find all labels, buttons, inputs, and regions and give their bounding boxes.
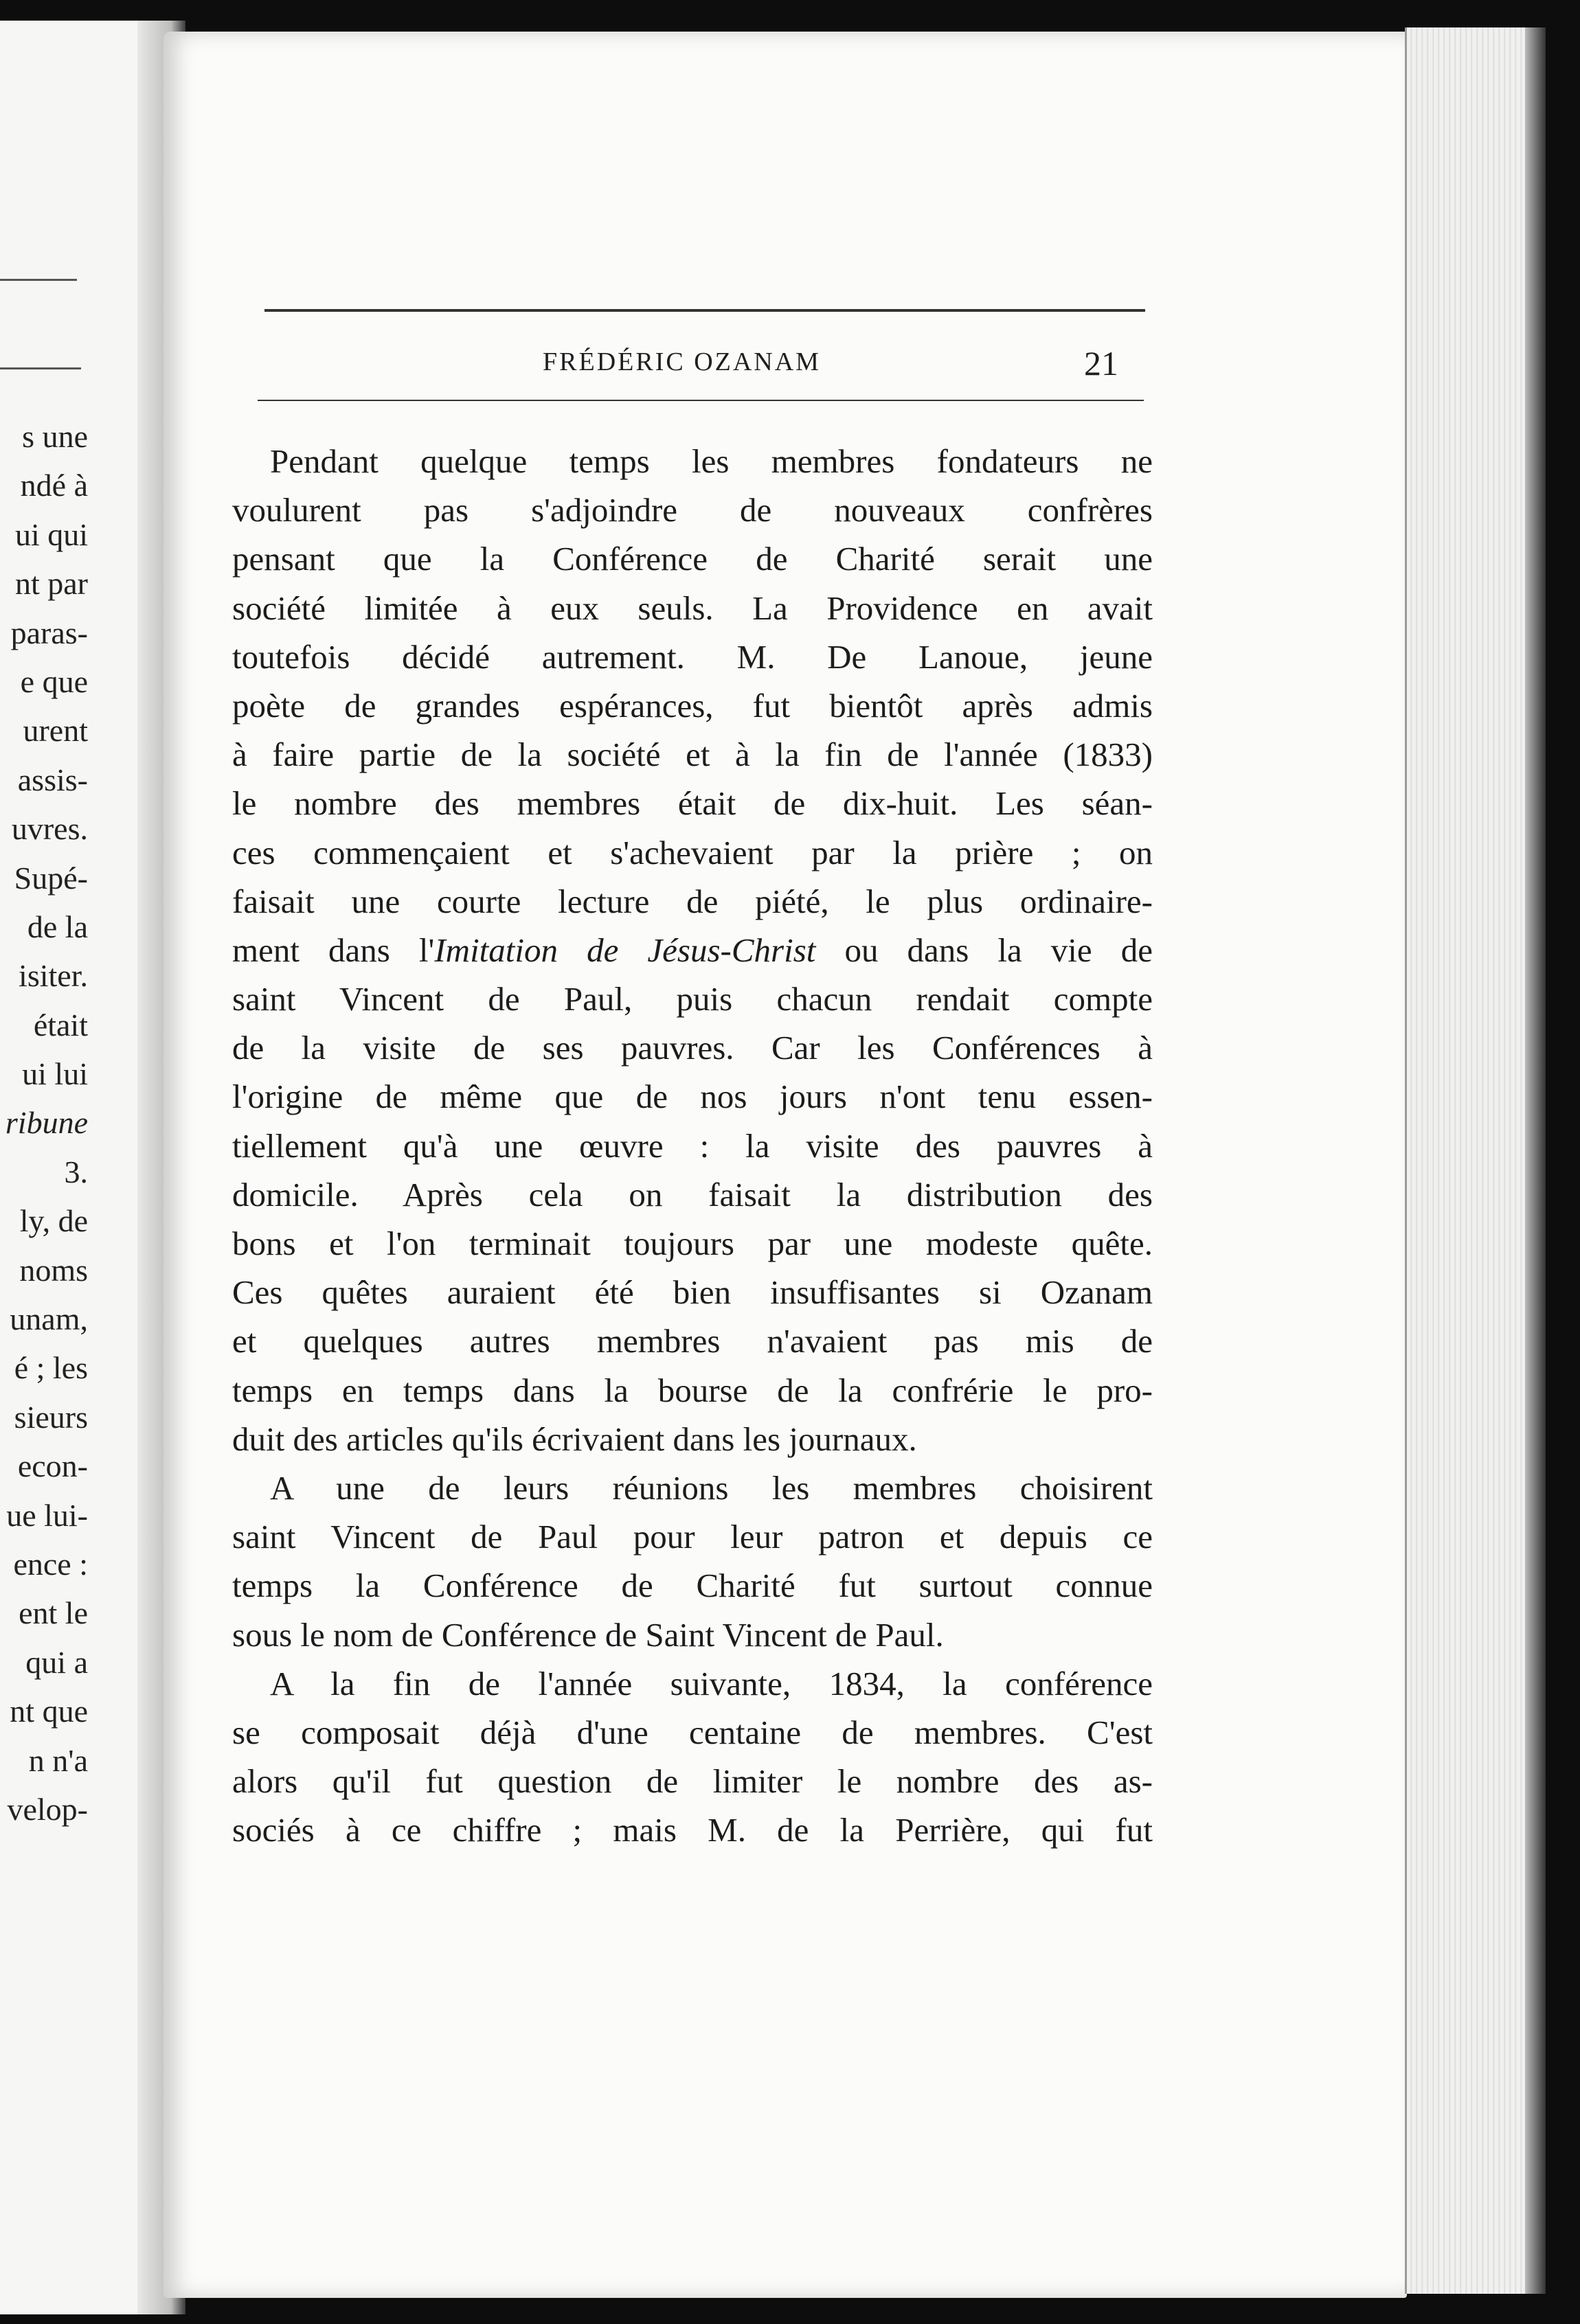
left-page-line: sieurs (14, 1399, 88, 1435)
left-page-line: ent le (19, 1595, 88, 1631)
left-page-line: velop- (7, 1791, 88, 1827)
text-line: domicile. Après cela on faisait la distribution des (232, 1175, 1153, 1214)
text-line: poète de grandes espérances, fut bientôt après admis (232, 686, 1153, 725)
page-edge-shadow (1525, 27, 1546, 2294)
left-page-line: ence : (13, 1546, 88, 1582)
text-line: se composait déjà d'une centaine de membres. C'est (232, 1713, 1153, 1751)
text-line: toutefois décidé autrement. M. De Lanoue, jeune (232, 637, 1153, 676)
text-line: à faire partie de la société et à la fin de l'année (1833) (232, 736, 1153, 774)
left-page-line: s une (22, 419, 88, 454)
left-page-line: noms (19, 1252, 88, 1288)
text-line: ces commençaient et s'achevaient par la prière ; on (232, 833, 1153, 872)
left-page-line: 3. (64, 1154, 88, 1189)
header-rule-bottom (258, 400, 1144, 401)
left-page-line: ui lui (22, 1056, 88, 1092)
text-line: temps en temps dans la bourse de la confrérie le pro- (232, 1371, 1153, 1409)
text-line: A la fin de l'année suivante, 1834, la conférence (270, 1664, 1153, 1702)
page-number: 21 (1084, 344, 1118, 383)
body-text (232, 437, 1153, 1854)
left-page-line: ui qui (14, 516, 88, 552)
text-line: voulurent pas s'adjoindre de nouveaux confrères (232, 491, 1153, 529)
left-page-line: ndé à (20, 468, 88, 503)
left-page-rule (0, 367, 81, 369)
text-segment: ment dans l' (232, 931, 435, 969)
left-page-line: uvres. (11, 811, 88, 847)
header-rule-top (264, 309, 1145, 312)
left-page-line: n n'a (28, 1742, 88, 1778)
left-page-rule (0, 279, 77, 281)
text-line (232, 926, 1153, 975)
text-line: société limitée à eux seuls. La Providence en avait (232, 589, 1153, 627)
left-page-line: ue lui- (6, 1497, 88, 1533)
running-head: FRÉDÉRIC OZANAM (543, 348, 821, 376)
text-line: saint Vincent de Paul pour leur patron et depuis ce (232, 1518, 1153, 1556)
left-page-line: Supé- (14, 860, 88, 896)
text-line: bons et l'on terminait toujours par une modeste quête. (232, 1224, 1153, 1262)
left-page-line: é ; les (14, 1350, 88, 1386)
left-page-line: qui a (25, 1644, 88, 1680)
text-line: temps la Conférence de Charité fut surtout connue (232, 1567, 1153, 1605)
text-line: A une de leurs réunions les membres choisirent (270, 1468, 1153, 1507)
italic-title: Imitation de Jésus-Christ (434, 931, 816, 969)
text-segment: ou dans la vie de (815, 931, 1153, 969)
left-page-line: était (33, 1007, 88, 1043)
left-page-line: urent (23, 713, 88, 749)
left-page-line: nt que (10, 1694, 88, 1729)
text-line: tiellement qu'à une œuvre : la visite des pauvres à (232, 1126, 1153, 1165)
left-page-line: paras- (10, 615, 88, 650)
text-line: et quelques autres membres n'avaient pas mis de (232, 1322, 1153, 1360)
left-page-line: unam, (10, 1301, 88, 1337)
text-line: l'origine de même que de nos jours n'ont tenu essen- (232, 1078, 1153, 1116)
text-line: de la visite de ses pauvres. Car les Conférences à (232, 1029, 1153, 1067)
text-line: le nombre des membres était de dix-huit. Les séan- (232, 784, 1153, 823)
text-line: sous le nom de Conférence de Saint Vincent de Paul. (232, 1615, 944, 1654)
text-line: saint Vincent de Paul, puis chacun rendait compte (232, 980, 1153, 1018)
left-page-line: assis- (17, 762, 88, 797)
left-page-line: e que (20, 663, 88, 699)
text-line: pensant que la Conférence de Charité serait une (232, 540, 1153, 578)
left-page-line: isiter. (19, 958, 88, 994)
text-line: Pendant quelque temps les membres fondateurs ne (270, 442, 1153, 480)
text-line: faisait une courte lecture de piété, le plus ordinaire- (232, 882, 1153, 920)
left-page-line: ly, de (19, 1203, 88, 1239)
left-page-line: de la (27, 909, 88, 944)
left-page-line: nt par (14, 566, 88, 602)
text-line: sociés à ce chiffre ; mais M. de la Perrière, qui fut (232, 1811, 1153, 1849)
left-page-line: ribune (5, 1105, 88, 1141)
left-page-line: econ- (17, 1448, 88, 1484)
left-page-text (0, 412, 88, 1834)
text-line: duit des articles qu'ils écrivaient dans les journaux. (232, 1420, 917, 1458)
text-line: Ces quêtes auraient été bien insuffisantes si Ozanam (232, 1273, 1153, 1312)
page-fore-edge (1405, 27, 1541, 2294)
text-line: alors qu'il fut question de limiter le nombre des as- (232, 1762, 1153, 1801)
